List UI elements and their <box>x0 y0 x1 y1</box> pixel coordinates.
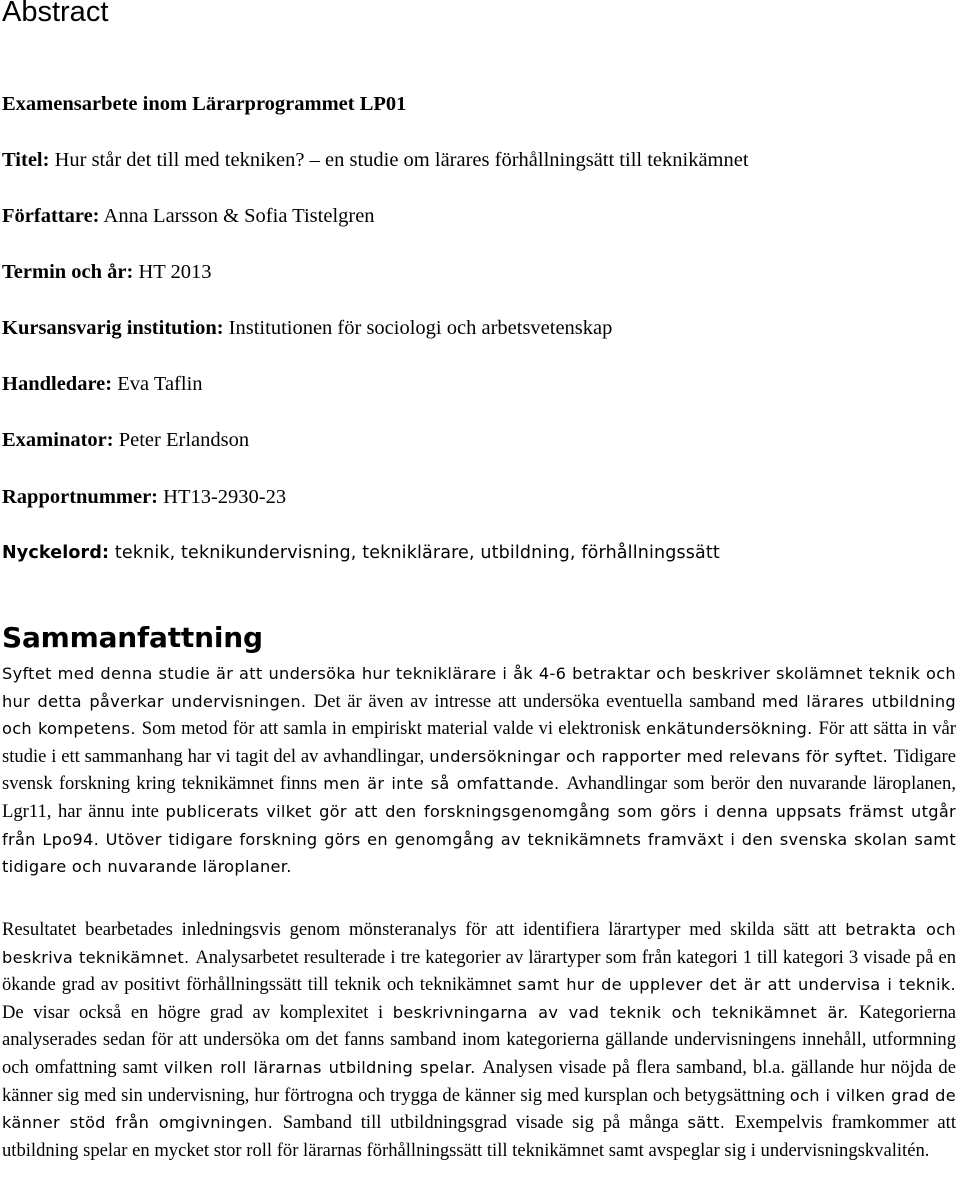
page-title: Abstract <box>2 0 109 28</box>
examiner-label: Examinator: <box>2 429 114 451</box>
supervisor-value: Eva Taflin <box>117 373 203 395</box>
report-number-line <box>2 485 286 509</box>
term-line <box>2 260 212 284</box>
term-value: HT 2013 <box>138 261 212 283</box>
paragraph-segment: betrakta och beskriva teknikämnet. <box>2 920 956 967</box>
paragraph-segment: beskrivningarna av vad teknik och teknikämnet är. <box>392 1002 859 1022</box>
paragraph-segment: Som metod för att samla in empiriskt material valde vi elektronisk <box>141 718 647 740</box>
term-label: Termin och år: <box>2 261 134 283</box>
title-value: Hur står det till med tekniken? – en studie om lärares förhållningsätt till teknikämnet <box>54 149 749 171</box>
paragraph-segment: Tidigare svensk forskning kring teknikämnet finns <box>2 745 956 795</box>
paragraph-segment: publicerats vilket gör att den forskningsgenomgång som görs i denna uppsats främst utgår från Lpo94. Utöver tidigare forskning görs en genomgång av teknikämnets framväxt i den svenska skolan samt tidigare och nuvarande läroplaner. <box>2 801 956 877</box>
paragraph-segment: För att sätta in vår studie i ett sammanhang har vi tagit del av avhandlingar, <box>2 718 956 767</box>
paragraph-segment: och i vilken grad de känner stöd från omgivningen. <box>2 1085 957 1133</box>
paragraph-segment: med lärares utbildning och kompetens. <box>2 691 956 739</box>
paragraph-segment: Kategorierna analyserades sedan för att undersöka om det fanns samband inom kategorierna gällande undervisningens innehåll, utformning och omfattning samt <box>2 1001 956 1078</box>
examiner-value: Peter Erlandson <box>118 429 250 451</box>
supervisor-label: Handledare: <box>2 373 113 395</box>
summary-paragraph-2 <box>2 916 956 1164</box>
paragraph-segment: Avhandlingar som berör den nuvarande läroplanen, Lgr11, har ännu inte <box>2 773 956 822</box>
authors-value: Anna Larsson & Sofia Tistelgren <box>103 205 375 227</box>
summary-paragraph-1 <box>2 660 956 881</box>
institution-line <box>2 316 612 340</box>
paragraph-segment: undersökningar och rapporter med relevans för syftet. <box>429 746 894 766</box>
authors-label: Författare: <box>2 205 100 227</box>
paragraph-segment: Analysarbetet resulterade i tre kategorier av lärartyper som från kategori 1 till kategori 3 visade på en ökande grad av positivt förhållningssätt till teknik och teknikämnet <box>2 946 957 996</box>
examiner-line <box>2 428 249 452</box>
keywords-value: teknik, teknikundervisning, tekniklärare, utbildning, förhållningssätt <box>114 543 720 563</box>
program-text: Examensarbete inom Lärarprogrammet LP01 <box>2 93 407 115</box>
paragraph-segment: Exempelvis framkommer att utbildning spelar en mycket stor roll för lärarnas förhållningssätt till teknikämnet samt avspeglar sig i undervisningskvalitén. <box>2 1112 957 1161</box>
paragraph-segment: Resultatet bearbetades inledningsvis genom mönsteranalys för att identifiera lärartyper med skilda sätt att <box>2 919 846 940</box>
paragraph-segment: De visar också en högre grad av komplexitet i <box>2 1001 393 1023</box>
institution-label: Kursansvarig institution: <box>2 317 224 339</box>
title-label: Titel: <box>2 149 50 171</box>
authors-line <box>2 204 375 228</box>
paragraph-segment: enkätundersökning. <box>646 719 819 739</box>
keywords-label: Nyckelord: <box>2 543 110 563</box>
paragraph-segment: vilken roll lärarnas utbildning spelar. <box>163 1057 483 1077</box>
report-number-label: Rapportnummer: <box>2 486 159 508</box>
supervisor-line <box>2 372 203 396</box>
report-number-value: HT13-2930-23 <box>163 486 287 508</box>
paragraph-segment: Det är även av intresse att undersöka eventuella samband <box>313 690 762 712</box>
paragraph-segment: Syftet med denna studie är att undersöka hur tekniklärare i åk 4-6 betraktar och beskriver skolämnet teknik och hur detta påverkar undervisningen. <box>2 664 956 711</box>
institution-value: Institutionen för sociologi och arbetsvetenskap <box>228 317 613 339</box>
paragraph-segment: sätt. <box>687 1113 735 1133</box>
paragraph-segment: Analysen visade på flera samband, bl.a. gällande hur nöjda de känner sig med sin undervisning, hur förtrogna och trygga de känner sig med kursplan och betygsättning <box>2 1056 956 1106</box>
title-line <box>2 148 749 172</box>
program-line <box>2 92 406 116</box>
summary-heading: Sammanfattning <box>2 621 263 654</box>
keywords-line <box>2 541 720 565</box>
paragraph-segment: Samband till utbildningsgrad visade sig på många <box>282 1112 688 1134</box>
paragraph-segment: samt hur de upplever det är att undervisa i teknik. <box>517 975 956 995</box>
paragraph-segment: men är inte så omfattande. <box>323 774 567 794</box>
